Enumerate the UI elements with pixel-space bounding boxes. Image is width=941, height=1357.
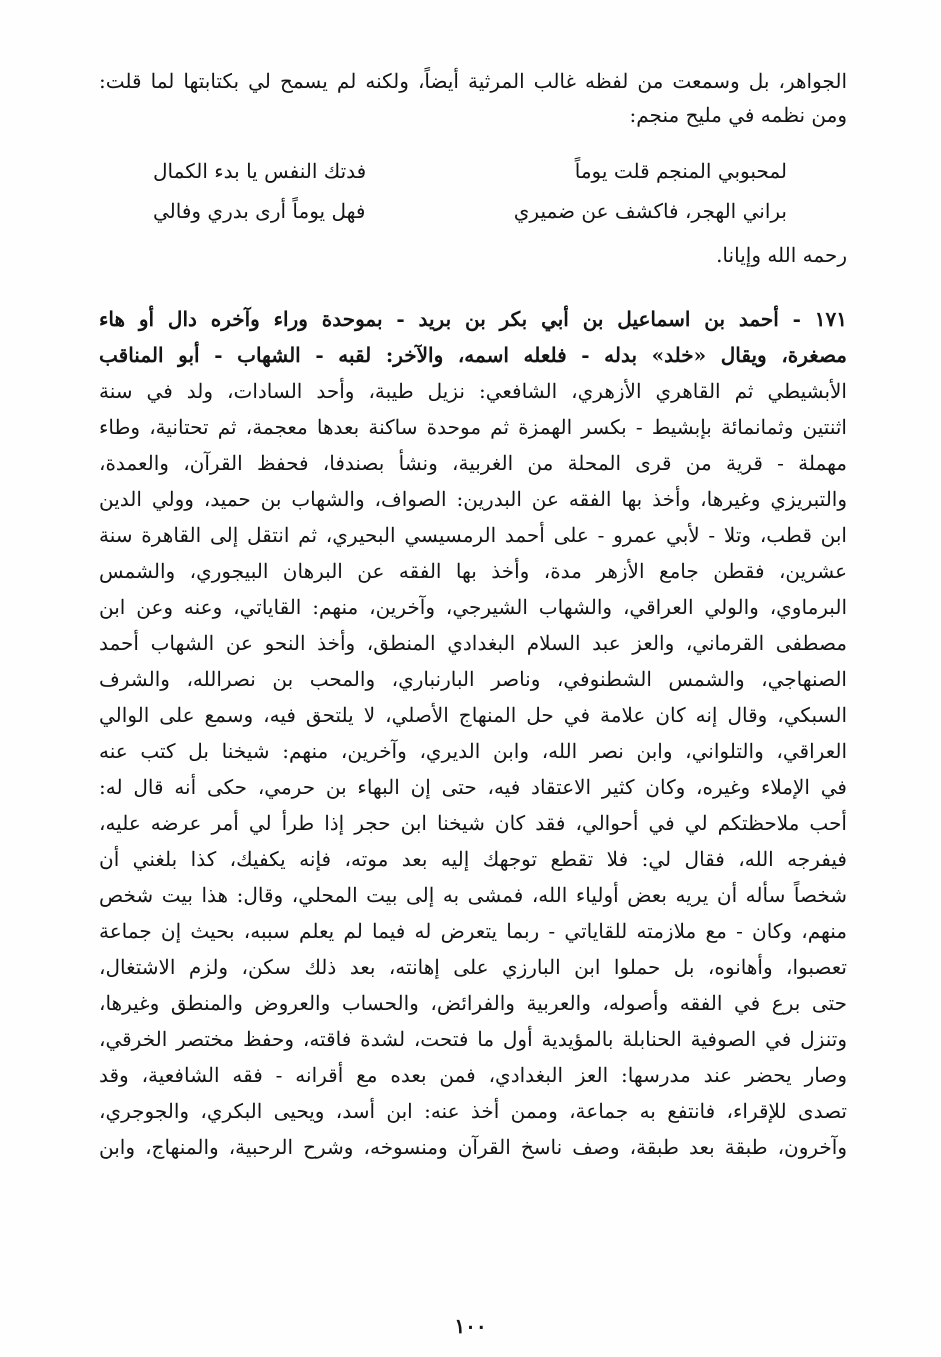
entry-line: والتبريزي وغيرها، وأخذ بها الفقه عن البدرين: الصواف، والشهاب بن حميد، وولي الدين [99,487,847,511]
verse-hemistich: فهل يوماً أرى بدري وفالي [153,199,366,223]
entry-line: منهم، وكان - مع ملازمته للقاياتي - ربما يتعرض له فيما لم يعلم سببه، بحيث إن جماعة [99,919,847,943]
page-number: ١٠٠ [454,1314,487,1338]
entry-line: شخصاً سأله أن يريه بعض أولياء الله، فمشى به إلى بيت المحلي، وقال: هذا بيت شخص [99,883,847,907]
closing-line: رحمه الله وإيانا. [716,243,847,267]
intro-line: الجواهر، بل وسمعت من لفظه غالب المرثية أيضاً، ولكنه لم يسمح لي بكتابتها لما قلت: [99,69,847,93]
verse-hemistich: فدتك النفس يا بدء الكمال [153,159,367,183]
entry-line: فيفرجه الله، فقال لي: فلا تقطع توجهك إليه بعد موته، فإنه يكفيك، كذا بلغني أن [99,847,847,871]
intro-line: ومن نظمه في مليح منجم: [629,103,847,127]
verse-hemistich: براني الهجر، فاكشف عن ضميري [513,199,787,223]
entry-line: مصطفى القرماني، والعز عبد السلام البغدادي المنطق، وأخذ النحو عن الشهاب أحمد [99,631,847,655]
entry-line: تصدى للإقراء، فانتفع به جماعة، وممن أخذ عنه: ابن أسد، ويحيى البكري، والجوجري، [99,1099,847,1123]
entry-line: مهملة - قرية من قرى المحلة من الغربية، ونشأ بصندفا، فحفظ القرآن، والعمدة، [99,451,847,475]
entry-line: وآخرون، طبقة بعد طبقة، وصف ناسخ القرآن ومنسوخه، وشرح الرحبية، والمنهاج، وابن [99,1135,847,1159]
entry-line: الصنهاجي، والشمس الشطنوفي، وناصر البارنباري، والمحب بن نصرالله، والشرف [99,667,847,691]
entry-line: وتنزل في الصوفية الحنابلة بالمؤيدية أول ما فتحت، لشدة فاقته، وحفظ مختصر الخرقي، [99,1027,847,1051]
entry-line: مصغرة، ويقال «خلد» بدله - فلعله اسمه، والآخر: لقبه - الشهاب - أبو المناقب [99,343,847,367]
entry-line: عشرين، فقطن جامع الأزهر مدة، وأخذ بها الفقه عن البرهان البيجوري، والشمس [99,559,847,583]
entry-line: البرماوي، والولي العراقي، والشهاب الشيرجي، وآخرين، منهم: القاياتي، وعنه وعن ابن [99,595,847,619]
entry-line: ١٧١ - أحمد بن اسماعيل بن أبي بكر بن بريد - بموحدة وراء وآخره دال أو هاء [99,307,847,331]
entry-line: ابن قطب، وتلا - لأبي عمرو - على أحمد الرمسيسي البحيري، ثم انتقل إلى القاهرة سنة [99,523,847,547]
verse-row [153,196,787,230]
entry-line: تعصبوا، وأهانوه، بل حملوا ابن البارزي على إهانته، بعد ذلك سكن، ولزم الاشتغال، [99,955,847,979]
entry-line: السبكي، وقال إنه كان علامة في حل المنهاج الأصلي، لا يلتحق فيه، وسمع على الوالي [99,703,847,727]
entry-line: الأبشيطي ثم القاهري الأزهري، الشافعي: نزيل طيبة، وأحد السادات، ولد في سنة [99,379,847,403]
entry-line: وصار يحضر عند مدرسها: العز البغدادي، فمن بعده مع أقرانه - فقه الشافعية، وقد [99,1063,847,1087]
entry-line: أحب ملاحظتكم لي في أحوالي، فقد كان شيخنا ابن حجر إذا طرأ لي أمر عرضه عليه، [99,811,847,835]
entry-line: العراقي، والتلواني، وابن نصر الله، وابن الديري، وآخرين، منهم: شيخنا بل كتب عنه [99,739,847,763]
verse-row [153,156,787,190]
entry-line: حتى برع في الفقه وأصوله، والعربية والفرائض، والحساب والعروض والمنطق وغيرها، [99,991,847,1015]
entry-line: في الإملاء وغيره، وكان كثير الاعتقاد فيه، حتى إن البهاء بن حرمي، حكى أنه قال له: [99,775,847,799]
entry-line: اثنتين وثمانمائة بإبشيط - بكسر الهمزة ثم موحدة ساكنة بعدها معجمة، ثم تحتانية، وطاء [99,415,847,439]
verse-hemistich: لمحبوبي المنجم قلت يوماً [574,159,787,183]
